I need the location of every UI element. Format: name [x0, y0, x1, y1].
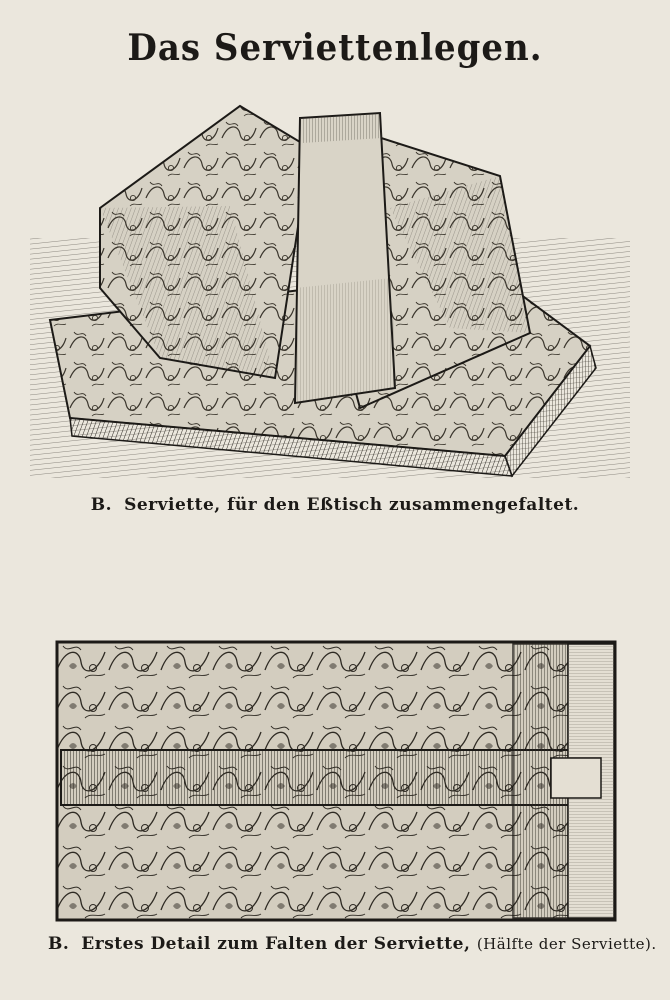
figure-caption-text: Serviette, für den Eßtisch zusammengefaltet. [124, 495, 580, 515]
figure-caption-1 [0, 495, 670, 515]
folded-napkin-illustration [30, 88, 640, 488]
figure-label: B. [48, 934, 70, 954]
figure-caption-note: (Hälfte der Serviette). [476, 935, 657, 953]
figure-caption-2 [20, 934, 670, 954]
figure-caption-text: Erstes Detail zum Falten der Serviette, [81, 934, 471, 954]
folding-detail-illustration [55, 640, 620, 925]
figure-label: B. [90, 495, 113, 515]
page-title: Das Serviettenlegen. [127, 26, 543, 70]
